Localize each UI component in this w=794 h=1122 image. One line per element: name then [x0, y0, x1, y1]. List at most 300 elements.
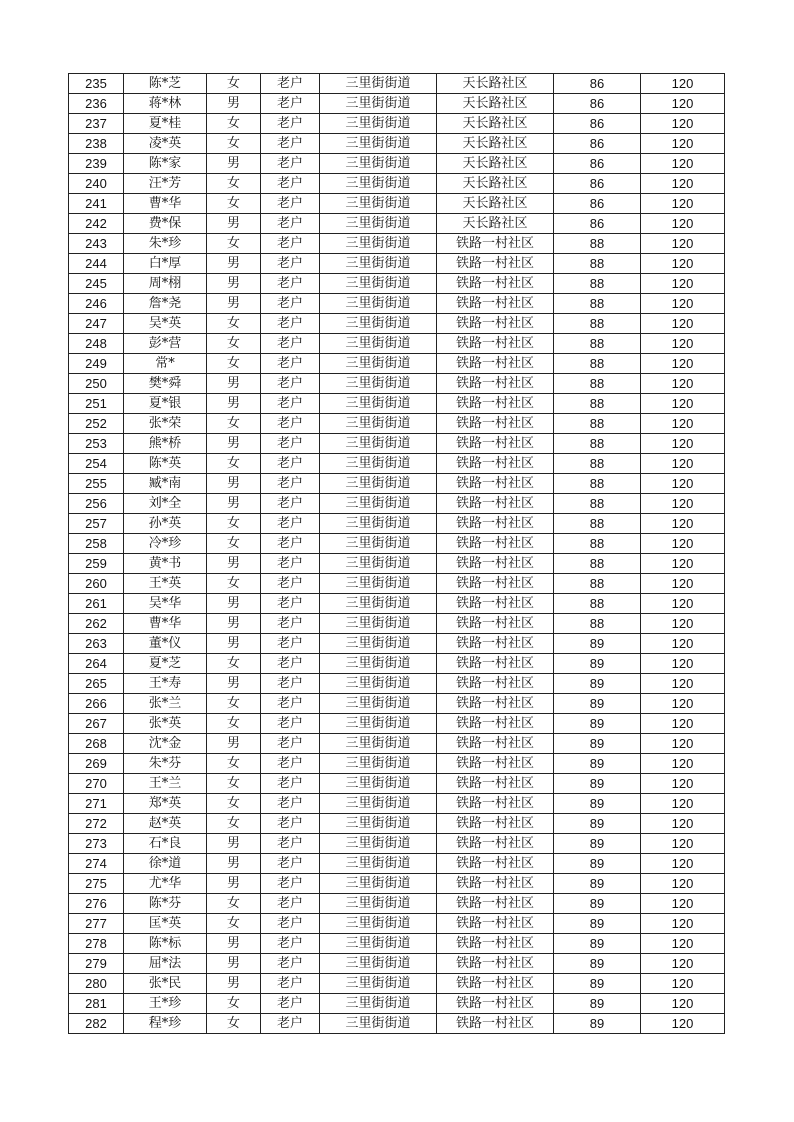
street-cell: 三里街街道	[320, 214, 437, 234]
row-number-cell: 235	[69, 74, 124, 94]
name-cell: 张*兰	[124, 694, 207, 714]
street-cell: 三里街街道	[320, 274, 437, 294]
gender-cell: 女	[207, 774, 261, 794]
gender-cell: 男	[207, 934, 261, 954]
street-cell: 三里街街道	[320, 134, 437, 154]
street-cell: 三里街街道	[320, 434, 437, 454]
amount-cell: 120	[641, 174, 725, 194]
age-cell: 88	[554, 474, 641, 494]
gender-cell: 男	[207, 154, 261, 174]
name-cell: 孙*英	[124, 514, 207, 534]
household-type-cell: 老户	[261, 554, 320, 574]
amount-cell: 120	[641, 894, 725, 914]
table-row	[69, 174, 725, 194]
street-cell: 三里街街道	[320, 774, 437, 794]
age-cell: 88	[554, 594, 641, 614]
amount-cell: 120	[641, 94, 725, 114]
amount-cell: 120	[641, 114, 725, 134]
amount-cell: 120	[641, 814, 725, 834]
street-cell: 三里街街道	[320, 954, 437, 974]
table-row	[69, 274, 725, 294]
table-row	[69, 414, 725, 434]
household-type-cell: 老户	[261, 674, 320, 694]
street-cell: 三里街街道	[320, 574, 437, 594]
row-number-cell: 244	[69, 254, 124, 274]
age-cell: 86	[554, 194, 641, 214]
community-cell: 天长路社区	[437, 174, 554, 194]
gender-cell: 男	[207, 634, 261, 654]
row-number-cell: 262	[69, 614, 124, 634]
community-cell: 天长路社区	[437, 114, 554, 134]
street-cell: 三里街街道	[320, 534, 437, 554]
name-cell: 詹*尧	[124, 294, 207, 314]
community-cell: 铁路一村社区	[437, 994, 554, 1014]
table-row	[69, 574, 725, 594]
name-cell: 陈*家	[124, 154, 207, 174]
household-type-cell: 老户	[261, 314, 320, 334]
amount-cell: 120	[641, 194, 725, 214]
amount-cell: 120	[641, 834, 725, 854]
amount-cell: 120	[641, 774, 725, 794]
table-row	[69, 434, 725, 454]
row-number-cell: 263	[69, 634, 124, 654]
gender-cell: 女	[207, 894, 261, 914]
community-cell: 铁路一村社区	[437, 614, 554, 634]
table-row	[69, 214, 725, 234]
row-number-cell: 277	[69, 914, 124, 934]
row-number-cell: 239	[69, 154, 124, 174]
household-type-cell: 老户	[261, 754, 320, 774]
name-cell: 张*英	[124, 714, 207, 734]
amount-cell: 120	[641, 134, 725, 154]
street-cell: 三里街街道	[320, 354, 437, 374]
age-cell: 86	[554, 114, 641, 134]
amount-cell: 120	[641, 754, 725, 774]
age-cell: 89	[554, 774, 641, 794]
street-cell: 三里街街道	[320, 754, 437, 774]
age-cell: 88	[554, 234, 641, 254]
community-cell: 天长路社区	[437, 154, 554, 174]
name-cell: 樊*舜	[124, 374, 207, 394]
table-row	[69, 94, 725, 114]
row-number-cell: 250	[69, 374, 124, 394]
amount-cell: 120	[641, 554, 725, 574]
household-type-cell: 老户	[261, 254, 320, 274]
community-cell: 铁路一村社区	[437, 974, 554, 994]
community-cell: 铁路一村社区	[437, 914, 554, 934]
age-cell: 88	[554, 434, 641, 454]
age-cell: 88	[554, 254, 641, 274]
community-cell: 铁路一村社区	[437, 254, 554, 274]
community-cell: 铁路一村社区	[437, 834, 554, 854]
table-row	[69, 454, 725, 474]
household-type-cell: 老户	[261, 74, 320, 94]
row-number-cell: 260	[69, 574, 124, 594]
age-cell: 88	[554, 534, 641, 554]
amount-cell: 120	[641, 954, 725, 974]
amount-cell: 120	[641, 314, 725, 334]
gender-cell: 男	[207, 294, 261, 314]
community-cell: 铁路一村社区	[437, 534, 554, 554]
community-cell: 铁路一村社区	[437, 754, 554, 774]
table-row	[69, 234, 725, 254]
age-cell: 88	[554, 354, 641, 374]
street-cell: 三里街街道	[320, 874, 437, 894]
row-number-cell: 259	[69, 554, 124, 574]
gender-cell: 女	[207, 114, 261, 134]
row-number-cell: 278	[69, 934, 124, 954]
gender-cell: 女	[207, 714, 261, 734]
community-cell: 铁路一村社区	[437, 594, 554, 614]
community-cell: 铁路一村社区	[437, 634, 554, 654]
table-row	[69, 674, 725, 694]
gender-cell: 女	[207, 1014, 261, 1034]
gender-cell: 女	[207, 754, 261, 774]
household-type-cell: 老户	[261, 174, 320, 194]
table-row	[69, 554, 725, 574]
community-cell: 铁路一村社区	[437, 414, 554, 434]
community-cell: 铁路一村社区	[437, 334, 554, 354]
name-cell: 沈*金	[124, 734, 207, 754]
row-number-cell: 276	[69, 894, 124, 914]
community-cell: 铁路一村社区	[437, 854, 554, 874]
community-cell: 铁路一村社区	[437, 894, 554, 914]
name-cell: 赵*英	[124, 814, 207, 834]
name-cell: 彭*营	[124, 334, 207, 354]
street-cell: 三里街街道	[320, 634, 437, 654]
name-cell: 夏*银	[124, 394, 207, 414]
age-cell: 89	[554, 1014, 641, 1034]
name-cell: 陈*芝	[124, 74, 207, 94]
street-cell: 三里街街道	[320, 594, 437, 614]
name-cell: 汪*芳	[124, 174, 207, 194]
household-type-cell: 老户	[261, 194, 320, 214]
name-cell: 周*栩	[124, 274, 207, 294]
name-cell: 石*良	[124, 834, 207, 854]
age-cell: 89	[554, 834, 641, 854]
street-cell: 三里街街道	[320, 194, 437, 214]
household-type-cell: 老户	[261, 714, 320, 734]
row-number-cell: 255	[69, 474, 124, 494]
amount-cell: 120	[641, 634, 725, 654]
row-number-cell: 252	[69, 414, 124, 434]
community-cell: 铁路一村社区	[437, 1014, 554, 1034]
household-type-cell: 老户	[261, 914, 320, 934]
community-cell: 铁路一村社区	[437, 814, 554, 834]
name-cell: 陈*芬	[124, 894, 207, 914]
name-cell: 朱*芬	[124, 754, 207, 774]
table-row	[69, 974, 725, 994]
table-row	[69, 894, 725, 914]
name-cell: 熊*桥	[124, 434, 207, 454]
age-cell: 88	[554, 394, 641, 414]
table-body	[69, 74, 725, 1034]
table-row	[69, 514, 725, 534]
household-type-cell: 老户	[261, 514, 320, 534]
age-cell: 86	[554, 134, 641, 154]
community-cell: 铁路一村社区	[437, 874, 554, 894]
table-row	[69, 494, 725, 514]
row-number-cell: 281	[69, 994, 124, 1014]
table-row	[69, 314, 725, 334]
table-row	[69, 814, 725, 834]
age-cell: 89	[554, 794, 641, 814]
street-cell: 三里街街道	[320, 614, 437, 634]
amount-cell: 120	[641, 594, 725, 614]
household-type-cell: 老户	[261, 874, 320, 894]
community-cell: 铁路一村社区	[437, 474, 554, 494]
gender-cell: 男	[207, 254, 261, 274]
household-type-cell: 老户	[261, 814, 320, 834]
gender-cell: 男	[207, 434, 261, 454]
gender-cell: 男	[207, 594, 261, 614]
row-number-cell: 257	[69, 514, 124, 534]
gender-cell: 女	[207, 914, 261, 934]
amount-cell: 120	[641, 474, 725, 494]
table-row	[69, 594, 725, 614]
name-cell: 曹*华	[124, 614, 207, 634]
street-cell: 三里街街道	[320, 294, 437, 314]
street-cell: 三里街街道	[320, 74, 437, 94]
row-number-cell: 267	[69, 714, 124, 734]
age-cell: 89	[554, 954, 641, 974]
community-cell: 天长路社区	[437, 134, 554, 154]
name-cell: 陈*英	[124, 454, 207, 474]
street-cell: 三里街街道	[320, 834, 437, 854]
household-type-cell: 老户	[261, 854, 320, 874]
table-row	[69, 634, 725, 654]
name-cell: 吴*华	[124, 594, 207, 614]
amount-cell: 120	[641, 254, 725, 274]
table-row	[69, 294, 725, 314]
age-cell: 89	[554, 914, 641, 934]
gender-cell: 男	[207, 674, 261, 694]
household-type-cell: 老户	[261, 214, 320, 234]
age-cell: 89	[554, 674, 641, 694]
row-number-cell: 237	[69, 114, 124, 134]
amount-cell: 120	[641, 574, 725, 594]
row-number-cell: 266	[69, 694, 124, 714]
row-number-cell: 282	[69, 1014, 124, 1034]
gender-cell: 女	[207, 134, 261, 154]
gender-cell: 女	[207, 74, 261, 94]
row-number-cell: 248	[69, 334, 124, 354]
household-type-cell: 老户	[261, 134, 320, 154]
table-row	[69, 394, 725, 414]
community-cell: 铁路一村社区	[437, 574, 554, 594]
gender-cell: 女	[207, 654, 261, 674]
household-type-cell: 老户	[261, 274, 320, 294]
street-cell: 三里街街道	[320, 154, 437, 174]
age-cell: 89	[554, 654, 641, 674]
street-cell: 三里街街道	[320, 554, 437, 574]
table-row	[69, 934, 725, 954]
community-cell: 铁路一村社区	[437, 434, 554, 454]
gender-cell: 男	[207, 94, 261, 114]
household-type-cell: 老户	[261, 634, 320, 654]
street-cell: 三里街街道	[320, 454, 437, 474]
household-type-cell: 老户	[261, 734, 320, 754]
household-type-cell: 老户	[261, 414, 320, 434]
street-cell: 三里街街道	[320, 254, 437, 274]
community-cell: 铁路一村社区	[437, 794, 554, 814]
gender-cell: 女	[207, 794, 261, 814]
name-cell: 曹*华	[124, 194, 207, 214]
table-row	[69, 954, 725, 974]
community-cell: 天长路社区	[437, 94, 554, 114]
age-cell: 89	[554, 994, 641, 1014]
row-number-cell: 245	[69, 274, 124, 294]
row-number-cell: 236	[69, 94, 124, 114]
row-number-cell: 251	[69, 394, 124, 414]
gender-cell: 女	[207, 414, 261, 434]
gender-cell: 女	[207, 994, 261, 1014]
row-number-cell: 275	[69, 874, 124, 894]
household-type-cell: 老户	[261, 934, 320, 954]
table-row	[69, 134, 725, 154]
street-cell: 三里街街道	[320, 234, 437, 254]
community-cell: 铁路一村社区	[437, 954, 554, 974]
name-cell: 黄*书	[124, 554, 207, 574]
amount-cell: 120	[641, 974, 725, 994]
name-cell: 王*珍	[124, 994, 207, 1014]
street-cell: 三里街街道	[320, 114, 437, 134]
name-cell: 吴*英	[124, 314, 207, 334]
name-cell: 刘*全	[124, 494, 207, 514]
household-type-cell: 老户	[261, 694, 320, 714]
street-cell: 三里街街道	[320, 854, 437, 874]
row-number-cell: 240	[69, 174, 124, 194]
community-cell: 铁路一村社区	[437, 274, 554, 294]
name-cell: 王*兰	[124, 774, 207, 794]
table-row	[69, 194, 725, 214]
street-cell: 三里街街道	[320, 494, 437, 514]
amount-cell: 120	[641, 334, 725, 354]
name-cell: 凌*英	[124, 134, 207, 154]
age-cell: 88	[554, 454, 641, 474]
name-cell: 屈*法	[124, 954, 207, 974]
amount-cell: 120	[641, 614, 725, 634]
amount-cell: 120	[641, 1014, 725, 1034]
street-cell: 三里街街道	[320, 934, 437, 954]
community-cell: 铁路一村社区	[437, 294, 554, 314]
household-type-cell: 老户	[261, 454, 320, 474]
row-number-cell: 241	[69, 194, 124, 214]
amount-cell: 120	[641, 534, 725, 554]
community-cell: 铁路一村社区	[437, 694, 554, 714]
street-cell: 三里街街道	[320, 694, 437, 714]
household-type-cell: 老户	[261, 574, 320, 594]
household-type-cell: 老户	[261, 594, 320, 614]
amount-cell: 120	[641, 394, 725, 414]
street-cell: 三里街街道	[320, 914, 437, 934]
row-number-cell: 272	[69, 814, 124, 834]
row-number-cell: 253	[69, 434, 124, 454]
street-cell: 三里街街道	[320, 514, 437, 534]
household-type-cell: 老户	[261, 354, 320, 374]
amount-cell: 120	[641, 414, 725, 434]
table-row	[69, 874, 725, 894]
gender-cell: 男	[207, 554, 261, 574]
row-number-cell: 280	[69, 974, 124, 994]
household-type-cell: 老户	[261, 974, 320, 994]
table-row	[69, 714, 725, 734]
community-cell: 铁路一村社区	[437, 514, 554, 534]
name-cell: 朱*珍	[124, 234, 207, 254]
street-cell: 三里街街道	[320, 474, 437, 494]
name-cell: 郑*英	[124, 794, 207, 814]
amount-cell: 120	[641, 934, 725, 954]
age-cell: 88	[554, 334, 641, 354]
household-type-cell: 老户	[261, 994, 320, 1014]
household-type-cell: 老户	[261, 774, 320, 794]
age-cell: 89	[554, 734, 641, 754]
name-cell: 白*厚	[124, 254, 207, 274]
community-cell: 铁路一村社区	[437, 374, 554, 394]
amount-cell: 120	[641, 214, 725, 234]
amount-cell: 120	[641, 354, 725, 374]
amount-cell: 120	[641, 514, 725, 534]
row-number-cell: 246	[69, 294, 124, 314]
community-cell: 铁路一村社区	[437, 554, 554, 574]
gender-cell: 女	[207, 334, 261, 354]
street-cell: 三里街街道	[320, 974, 437, 994]
table-row	[69, 374, 725, 394]
community-cell: 天长路社区	[437, 214, 554, 234]
age-cell: 89	[554, 874, 641, 894]
table-row	[69, 754, 725, 774]
table-row	[69, 474, 725, 494]
age-cell: 89	[554, 754, 641, 774]
row-number-cell: 254	[69, 454, 124, 474]
household-type-cell: 老户	[261, 614, 320, 634]
table-row	[69, 834, 725, 854]
table-row	[69, 914, 725, 934]
gender-cell: 男	[207, 854, 261, 874]
age-cell: 86	[554, 174, 641, 194]
row-number-cell: 256	[69, 494, 124, 514]
gender-cell: 女	[207, 454, 261, 474]
gender-cell: 女	[207, 814, 261, 834]
table-row	[69, 334, 725, 354]
street-cell: 三里街街道	[320, 734, 437, 754]
community-cell: 铁路一村社区	[437, 354, 554, 374]
row-number-cell: 238	[69, 134, 124, 154]
table-row	[69, 74, 725, 94]
community-cell: 铁路一村社区	[437, 494, 554, 514]
household-type-cell: 老户	[261, 1014, 320, 1034]
household-type-cell: 老户	[261, 114, 320, 134]
street-cell: 三里街街道	[320, 334, 437, 354]
gender-cell: 男	[207, 374, 261, 394]
street-cell: 三里街街道	[320, 714, 437, 734]
household-type-cell: 老户	[261, 334, 320, 354]
age-cell: 88	[554, 614, 641, 634]
household-type-cell: 老户	[261, 294, 320, 314]
street-cell: 三里街街道	[320, 174, 437, 194]
gender-cell: 男	[207, 734, 261, 754]
gender-cell: 女	[207, 234, 261, 254]
age-cell: 86	[554, 74, 641, 94]
name-cell: 匡*英	[124, 914, 207, 934]
name-cell: 董*仪	[124, 634, 207, 654]
community-cell: 铁路一村社区	[437, 774, 554, 794]
age-cell: 88	[554, 574, 641, 594]
row-number-cell: 243	[69, 234, 124, 254]
age-cell: 86	[554, 154, 641, 174]
household-type-cell: 老户	[261, 434, 320, 454]
row-number-cell: 279	[69, 954, 124, 974]
